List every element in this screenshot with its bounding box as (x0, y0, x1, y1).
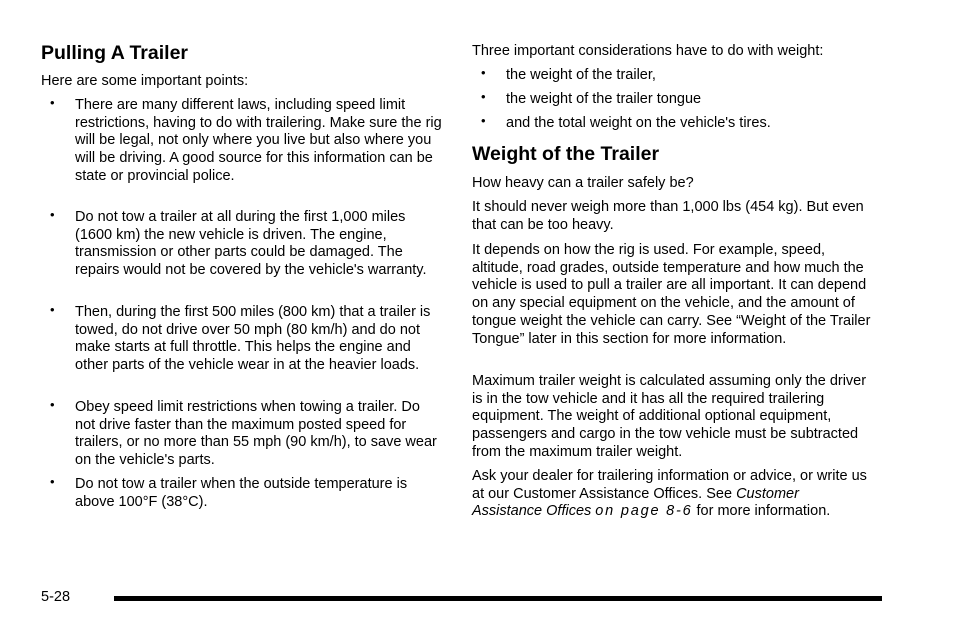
bullet-icon: • (481, 113, 486, 128)
section-heading-pulling-a-trailer: Pulling A Trailer (41, 42, 189, 64)
list-item (472, 115, 872, 133)
paragraph: Maximum trailer weight is calculated assuming only the driver is in the tow vehicle and it has all the required trailering equipment. The weight of additional optional equipment, passengers and cargo in the tow vehicle must be subtracted from the maximum trailer weight. (472, 373, 867, 460)
bullet-icon: • (50, 207, 55, 222)
list-item-text: the weight of the trailer tongue (506, 91, 702, 107)
bullet-icon: • (50, 302, 55, 317)
reference-lead-text: Ask your dealer for trailering information or advice, or write us at our Customer Assistance Offices. See (472, 468, 867, 502)
paragraph-with-reference (472, 468, 872, 521)
list-item-text: Do not tow a trailer when the outside temperature is above 100°F (38°C). (75, 476, 408, 510)
bullet-icon: • (481, 89, 486, 104)
list-item (41, 476, 443, 511)
list-item (472, 91, 872, 109)
paragraph: How heavy can a trailer safely be? (472, 175, 694, 191)
list-item (41, 209, 443, 280)
bullet-icon: • (50, 474, 55, 489)
reference-title[interactable]: Customer Assistance Offices (472, 485, 799, 520)
list-item-text: Do not tow a trailer at all during the first 1,000 miles (1600 km) the new vehicle is driven. The engine, transmission or other parts could be damaged. The repairs would not be covered by the vehicle's warranty. (75, 209, 427, 279)
bullet-icon: • (481, 65, 486, 80)
list-item (41, 304, 443, 375)
paragraph: It should never weigh more than 1,000 lbs (454 kg). But even that can be too heavy. (472, 199, 864, 233)
list-item-text: Obey speed limit restrictions when towing a trailer. Do not drive faster than the maximum posted speed for trailers, or no more than 55 mph (90 km/h), to save wear on the vehicle's parts. (75, 399, 437, 469)
footer-rule (114, 596, 882, 601)
list-item (41, 97, 443, 186)
bullet-icon: • (50, 95, 55, 110)
intro-text: Here are some important points: (41, 73, 249, 89)
list-item (472, 67, 872, 85)
list-item-text: and the total weight on the vehicle's tires. (506, 115, 771, 131)
list-item (41, 399, 443, 470)
page-number: 5-28 (41, 589, 71, 605)
list-item-text: the weight of the trailer, (506, 67, 656, 83)
reference-trailing-text: for more information. (696, 503, 831, 520)
list-item-text: There are many different laws, including speed limit restrictions, having to do with trailering. Make sure the rig will be legal, not only where you live but also where you will be driving. A good source for this information can be state or provincial police. (75, 97, 442, 184)
reference-page[interactable]: on page 8-6 (595, 503, 693, 520)
bullet-icon: • (50, 397, 55, 412)
list-item-text: Then, during the first 500 miles (800 km) that a trailer is towed, do not drive over 50 mph (80 km/h) and do not make starts at full throttle. This helps the engine and other parts of the vehicle wear in at the heavier loads. (75, 304, 431, 374)
weight-intro-text: Three important considerations have to do with weight: (472, 43, 824, 59)
paragraph: It depends on how the rig is used. For example, speed, altitude, road grades, outside temperature and how much the vehicle is used to pull a trailer are all important. It can depend on any special equipment on the vehicle, and the amount of tongue weight the vehicle can carry. See “Weight of the Trailer Tongue” later in this section for more information. (472, 242, 871, 347)
section-heading-weight-of-the-trailer: Weight of the Trailer (472, 143, 660, 165)
